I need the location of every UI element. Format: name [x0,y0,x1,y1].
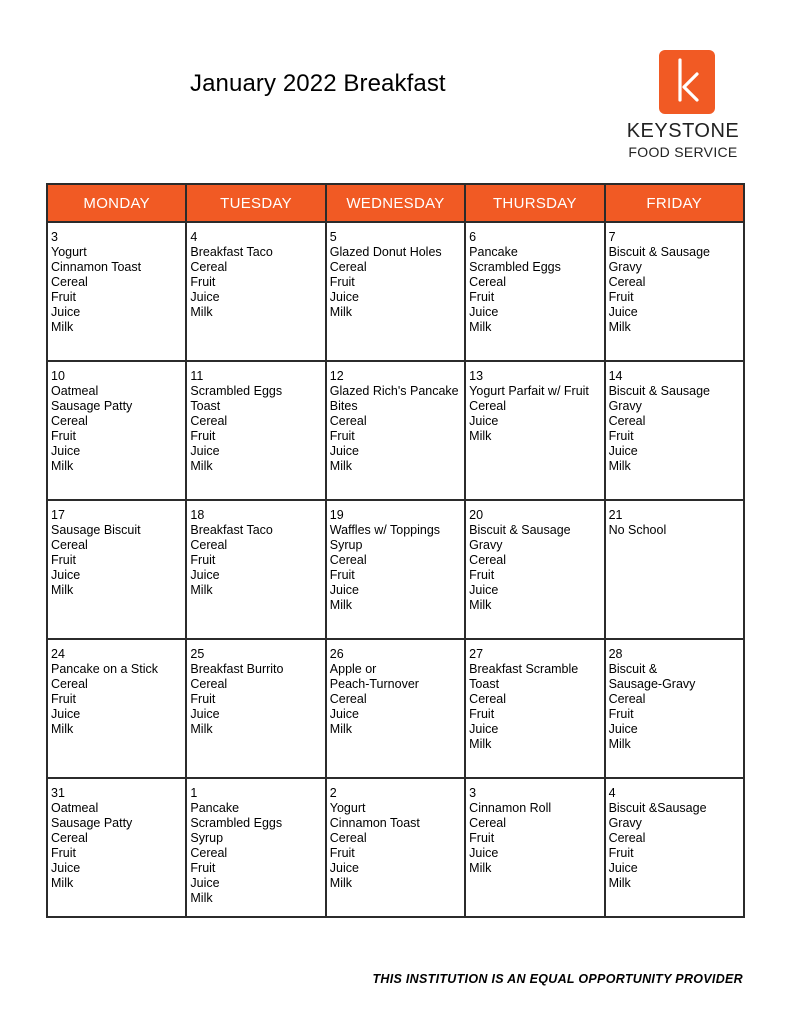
breakfast-calendar [46,183,745,918]
day-cell-monday [47,778,186,917]
logo-subtitle: FOOD SERVICE [628,144,738,160]
menu-item: Juice [469,583,499,597]
logo-k-icon [659,50,715,114]
menu-item: Juice [51,305,81,319]
logo-name: KEYSTONE [626,120,740,142]
day-cell-monday [47,500,186,639]
day-cell-monday [47,222,186,361]
menu-item: Milk [51,583,74,597]
menu-item: Fruit [190,429,216,443]
menu-item: Oatmeal [51,801,99,815]
menu-item: Cereal [51,275,88,289]
header-monday: MONDAY [47,184,186,222]
menu-item: Milk [608,459,631,473]
menu-item: Scrambled Eggs [469,260,561,274]
menu-item: Apple or [329,662,377,676]
menu-item: Gravy [469,538,503,552]
menu-item: Yogurt [51,245,87,259]
date-number: 21 [608,508,623,522]
menu-item: Juice [51,861,81,875]
menu-item: Toast [190,399,221,413]
menu-item: Fruit [51,692,76,706]
menu-item: Milk [51,320,74,334]
menu-item: Cereal [608,414,646,428]
date-number: 12 [329,369,344,383]
menu-item: Cereal [51,831,88,845]
menu-item: Biscuit & Sausage [608,245,711,259]
menu-item: Gravy [608,260,642,274]
menu-item: Fruit [190,692,216,706]
menu-item: Juice [608,722,638,736]
menu-item: Milk [190,722,213,736]
date-number: 2 [329,786,337,800]
page-title: January 2022 Breakfast [190,70,446,97]
date-number: 4 [190,230,198,244]
menu-item: Cereal [608,275,646,289]
date-number: 1 [190,786,198,800]
date-number: 7 [608,230,616,244]
menu-item: Toast [469,677,500,691]
day-cell-thursday [465,361,604,500]
menu-item: Glazed Donut Holes [329,245,442,259]
menu-item: Syrup [190,831,224,845]
menu-item: Milk [329,305,352,319]
menu-item: Milk [190,459,213,473]
menu-item: Juice [469,414,499,428]
menu-item: Fruit [329,275,355,289]
menu-item: Milk [469,320,492,334]
menu-item: Fruit [469,568,495,582]
menu-item: Pancake [190,801,240,815]
weekday-header-row [47,184,744,222]
menu-item: Breakfast Scramble [469,662,579,676]
menu-item: Milk [329,459,352,473]
menu-item: Milk [469,598,492,612]
keystone-logo [618,50,748,165]
week-row [47,778,744,917]
day-cell-tuesday [186,361,325,500]
menu-item: Milk [469,737,492,751]
menu-item: Pancake [469,245,518,259]
menu-item: Cinnamon Roll [469,801,552,815]
week-row [47,222,744,361]
menu-item: Cereal [51,538,88,552]
day-cell-wednesday [326,500,465,639]
menu-item: Milk [469,429,492,443]
week-row [47,361,744,500]
menu-item: Fruit [329,429,355,443]
menu-item: Fruit [190,861,216,875]
menu-item: Fruit [329,568,355,582]
menu-item: Cereal [329,260,367,274]
header-friday: FRIDAY [605,184,744,222]
day-cell-monday [47,361,186,500]
day-cell-wednesday [326,222,465,361]
date-number: 13 [469,369,484,383]
menu-item: Fruit [608,846,634,860]
menu-item: Fruit [608,429,634,443]
menu-item: Peach-Turnover [329,677,419,691]
menu-item: Milk [51,459,74,473]
menu-item: Cereal [51,414,88,428]
menu-item: Fruit [190,275,216,289]
menu-item: Milk [329,598,352,612]
date-number: 28 [608,647,623,661]
date-number: 11 [190,369,204,383]
menu-item: Fruit [608,707,634,721]
menu-item: Cereal [469,816,506,830]
menu-item: Biscuit & Sausage [608,384,711,398]
menu-item: Fruit [190,553,216,567]
day-cell-friday [605,778,744,917]
menu-item: Cereal [608,831,646,845]
menu-item: Milk [469,861,492,875]
menu-item: Waffles w/ Toppings [329,523,441,537]
day-cell-thursday [465,222,604,361]
date-number: 27 [469,647,484,661]
menu-item: Juice [608,861,638,875]
menu-item: Cereal [329,831,367,845]
date-number: 18 [190,508,205,522]
menu-item: Fruit [51,429,76,443]
menu-item: Sausage Patty [51,816,133,830]
menu-item: Cereal [469,692,506,706]
menu-item: Fruit [51,553,76,567]
menu-item: Fruit [608,290,634,304]
day-cell-wednesday [326,778,465,917]
menu-item: Cinnamon Toast [329,816,420,830]
menu-item: Juice [469,846,499,860]
equal-opportunity-notice: THIS INSTITUTION IS AN EQUAL OPPORTUNITY PROVIDER [372,972,743,986]
menu-item: Juice [51,568,81,582]
day-cell-tuesday [186,778,325,917]
menu-item: Sausage-Gravy [608,677,696,691]
menu-item: Milk [190,583,213,597]
menu-item: Milk [329,722,352,736]
date-number: 19 [329,508,344,522]
header-thursday: THURSDAY [465,184,604,222]
date-number: 24 [51,647,65,661]
menu-item: Fruit [51,846,76,860]
menu-item: Cereal [608,692,646,706]
menu-item: Fruit [329,846,355,860]
date-number: 31 [51,786,65,800]
menu-item: Cereal [190,260,228,274]
date-number: 10 [51,369,65,383]
day-cell-friday [605,222,744,361]
menu-item: Biscuit &Sausage [608,801,707,815]
menu-item: Juice [608,305,638,319]
menu-item: Juice [608,444,638,458]
menu-item: Scrambled Eggs [190,816,283,830]
menu-item: Cereal [51,677,88,691]
menu-item: Juice [190,568,220,582]
menu-item: Juice [190,876,220,890]
menu-item: Cereal [329,692,367,706]
menu-item: Breakfast Burrito [190,662,284,676]
menu-item: Cinnamon Toast [51,260,142,274]
menu-item: Oatmeal [51,384,99,398]
menu-item: Sausage Biscuit [51,523,141,537]
date-number: 4 [608,786,616,800]
menu-item: Gravy [608,816,642,830]
week-row [47,639,744,778]
header-wednesday: WEDNESDAY [326,184,465,222]
menu-item: Cereal [190,538,228,552]
menu-item: Cereal [329,553,367,567]
menu-item: Glazed Rich's Pancake [329,384,459,398]
header-tuesday: TUESDAY [186,184,325,222]
day-cell-tuesday [186,222,325,361]
menu-item: Fruit [51,290,76,304]
menu-item: Fruit [469,831,495,845]
day-cell-friday [605,500,744,639]
day-cell-friday [605,639,744,778]
menu-item: Juice [329,290,359,304]
menu-item: Breakfast Taco [190,523,273,537]
menu-item: Cereal [190,677,228,691]
date-number: 3 [469,786,477,800]
menu-item: Juice [190,290,220,304]
menu-item: Biscuit & [608,662,658,676]
menu-item: Cereal [329,414,367,428]
day-cell-wednesday [326,361,465,500]
menu-item: Yogurt [329,801,366,815]
menu-item: Juice [329,444,359,458]
menu-item: Breakfast Taco [190,245,273,259]
menu-item: Milk [329,876,352,890]
menu-item: Juice [51,444,81,458]
menu-item: Sausage Patty [51,399,133,413]
menu-item: Juice [469,305,499,319]
calendar-body [47,222,744,917]
menu-item: Fruit [469,707,495,721]
menu-item: Juice [329,861,359,875]
menu-item: Cereal [190,846,228,860]
menu-item: Juice [469,722,499,736]
week-row [47,500,744,639]
day-cell-thursday [465,500,604,639]
day-cell-thursday [465,778,604,917]
menu-item: Cereal [469,275,506,289]
menu-item: Milk [190,305,213,319]
menu-item: Fruit [469,290,495,304]
menu-item: Bites [329,399,358,413]
menu-item: Biscuit & Sausage [469,523,571,537]
day-cell-wednesday [326,639,465,778]
day-cell-thursday [465,639,604,778]
menu-item: Milk [190,891,213,905]
date-number: 20 [469,508,484,522]
menu-item: Milk [608,737,631,751]
menu-item: Juice [51,707,81,721]
menu-item: Scrambled Eggs [190,384,283,398]
day-cell-friday [605,361,744,500]
menu-item: Juice [190,707,220,721]
day-cell-monday [47,639,186,778]
menu-item: Milk [608,320,631,334]
date-number: 14 [608,369,623,383]
date-number: 26 [329,647,344,661]
menu-item: Milk [608,876,631,890]
menu-item: Syrup [329,538,363,552]
date-number: 25 [190,647,205,661]
day-cell-tuesday [186,639,325,778]
menu-item: Juice [190,444,220,458]
menu-item: No School [608,523,667,537]
date-number: 3 [51,230,58,244]
date-number: 5 [329,230,337,244]
logo-k-glyph [659,50,715,114]
menu-item: Milk [51,876,74,890]
menu-item: Cereal [190,414,228,428]
menu-item: Pancake on a Stick [51,662,159,676]
date-number: 6 [469,230,477,244]
menu-item: Yogurt Parfait w/ Fruit [469,384,589,398]
day-cell-tuesday [186,500,325,639]
menu-item: Gravy [608,399,642,413]
menu-item: Juice [329,707,359,721]
menu-item: Juice [329,583,359,597]
menu-item: Cereal [469,553,506,567]
menu-item: Cereal [469,399,506,413]
menu-item: Milk [51,722,74,736]
date-number: 17 [51,508,65,522]
